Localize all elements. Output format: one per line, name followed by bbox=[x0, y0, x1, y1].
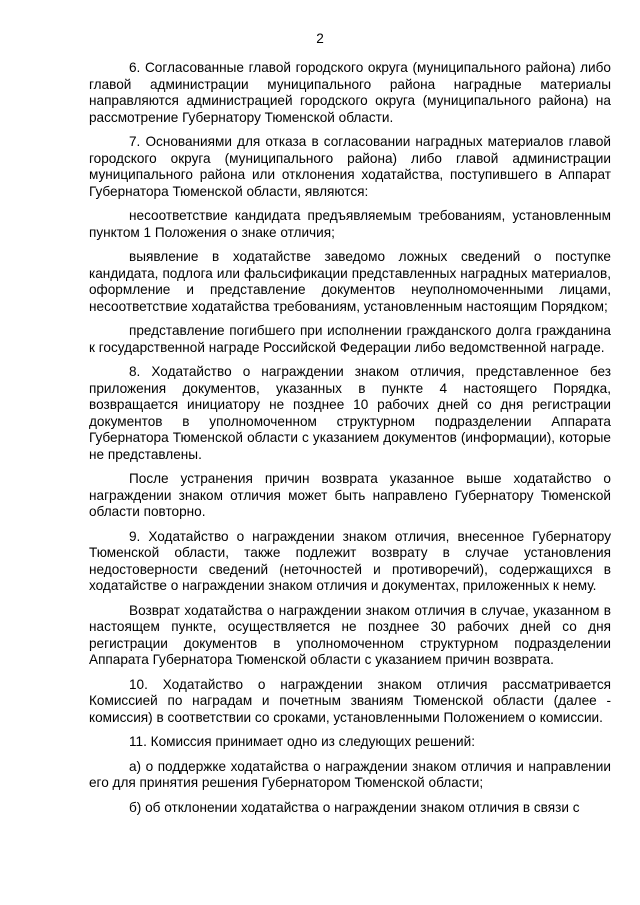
paragraph-9: 9. Ходатайство о награждении знаком отличия, внесенное Губернатору Тюменской области, также подлежит возврату в случае установления недостоверности сведений (неточностей и противоречий), содержащихся в ходатайстве о награждении знаком отличия и документах, приложенных к нему. bbox=[89, 528, 611, 593]
paragraph-11-item-b: б) об отклонении ходатайства о награждении знаком отличия в связи с bbox=[129, 799, 580, 815]
paragraph-11-item-a: а) о поддержке ходатайства о награждении знаком отличия и направлении его для принятия решения Губернатором Тюменской области; bbox=[89, 758, 611, 790]
page-number: 2 bbox=[316, 31, 324, 46]
document-body bbox=[89, 60, 611, 824]
paragraph-7-item-3: представление погибшего при исполнении гражданского долга гражданина к государственной награде Российской Федерации либо ведомственной награде. bbox=[89, 323, 611, 355]
paragraph-8: 8. Ходатайство о награждении знаком отличия, представленное без приложения документов, указанных в пункте 4 настоящего Порядка, возвращается инициатору не позднее 10 рабочих дней со дня регистрации документов в уполномоченном структурном подразделении Аппарата Губернатора Тюменской области с указанием документов (информации), которые не представлены. bbox=[89, 364, 611, 462]
paragraph-6: 6. Согласованные главой городского округа (муниципального района) либо главой администрации муниципального района наградные материалы направляются администрацией городского округа (муниципального района) на рассмотрение Губернатору Тюменской области. bbox=[89, 60, 611, 125]
paragraph-8-continuation: После устранения причин возврата указанное выше ходатайство о награждении знаком отличия может быть направлено Губернатору Тюменской области повторно. bbox=[89, 471, 611, 519]
paragraph-7: 7. Основаниями для отказа в согласовании наградных материалов главой городского округа (муниципального района) либо главой администрации муниципального района или отклонения ходатайства, поступившего в Аппарат Губернатора Тюменской области, являются: bbox=[89, 134, 611, 199]
paragraph-9-continuation: Возврат ходатайства о награждении знаком отличия в случае, указанном в настоящем пункте, осуществляется не позднее 30 рабочих дней со дня регистрации документов в уполномоченном структурном подразделении Аппарата Губернатора Тюменской области с указанием причин возврата. bbox=[89, 602, 611, 667]
paragraph-11: 11. Комиссия принимает одно из следующих решений: bbox=[129, 734, 476, 749]
paragraph-7-item-2: выявление в ходатайстве заведомо ложных сведений о поступке кандидата, подлога или фальсификации представленных наградных материалов, оформление и представление документов неуполномоченными лицами, несоответствие ходатайства требованиям, установленным настоящим Порядком; bbox=[89, 249, 611, 314]
paragraph-10: 10. Ходатайство о награждении знаком отличия рассматривается Комиссией по наградам и почетным званиям Тюменской области (далее - комиссия) в соответствии со сроками, установленными Положением о комиссии. bbox=[89, 676, 611, 725]
paragraph-7-item-1: несоответствие кандидата предъявляемым требованиям, установленным пунктом 1 Положения о знаке отличия; bbox=[89, 208, 611, 240]
